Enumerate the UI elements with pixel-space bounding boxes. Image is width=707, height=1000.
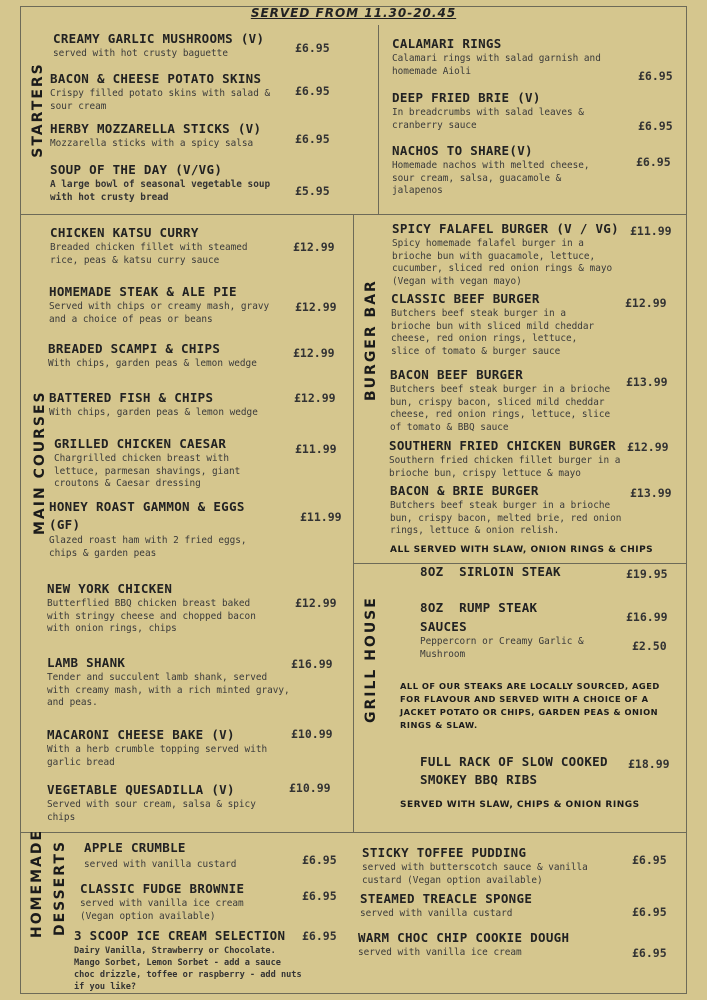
item-desc: Peppercorn or Creamy Garlic & Mushroom (420, 636, 584, 660)
item-desc: Chargrilled chicken breast with lettuce, parmesan shavings, giant croutons & Caesar dressing (54, 453, 241, 489)
section-burger-bar: BURGER BAR (363, 279, 379, 401)
item-name: BACON BEEF BURGER (390, 367, 524, 382)
ribs-sides-note: SERVED WITH SLAW, CHIPS & ONION RINGS (400, 800, 640, 810)
section-starters: STARTERS (30, 62, 46, 158)
menu-item (390, 367, 615, 434)
divider-desserts (20, 832, 687, 833)
item-desc: served with hot crusty baguette (53, 48, 228, 59)
item-price: £11.99 (630, 224, 672, 238)
item-name: SOUTHERN FRIED CHICKEN BURGER (389, 438, 616, 453)
item-desc: Served with chips or creamy mash, gravy and a choice of peas or beans (49, 301, 270, 325)
item-price: £6.95 (302, 929, 337, 943)
menu-item (362, 845, 597, 887)
item-desc: served with vanilla ice cream (Vegan option available) (80, 898, 244, 922)
item-price: £6.95 (295, 84, 330, 98)
item-name: CALAMARI RINGS (392, 36, 502, 51)
item-name: BATTERED FISH & CHIPS (49, 390, 214, 405)
item-desc: With chips, garden peas & lemon wedge (49, 407, 258, 418)
item-desc: Calamari rings with salad garnish and homemade Aioli (392, 53, 601, 77)
item-price: £5.95 (295, 184, 330, 198)
item-desc: Served with sour cream, salsa & spicy chips (47, 799, 256, 823)
item-desc: Spicy homemade falafel burger in a brioche bun with guacamole, lettuce, cucumber, sliced red onion rings & mayo (Vegan with vegan mayo) (392, 238, 613, 287)
menu-item (420, 753, 615, 789)
item-price: £12.99 (627, 440, 669, 454)
menu-item (392, 90, 612, 132)
menu-item (50, 121, 285, 151)
item-desc: With a herb crumble topping served with garlic bread (47, 744, 268, 768)
section-main-courses: MAIN COURSES (32, 390, 48, 535)
item-desc: With chips, garden peas & lemon wedge (48, 358, 257, 369)
item-desc: Breaded chicken fillet with steamed rice, peas & katsu curry sauce (50, 242, 248, 266)
item-price: £6.95 (302, 853, 337, 867)
menu-item (84, 840, 294, 872)
item-desc: Homemade nachos with melted cheese, sour cream, salsa, guacamole & jalapenos (392, 160, 590, 196)
item-price: £12.99 (293, 240, 335, 254)
item-name: MACARONI CHEESE BAKE (V) (47, 727, 235, 742)
item-price: £13.99 (626, 375, 668, 389)
divider-vertical-top (378, 25, 379, 214)
menu-item (389, 438, 621, 480)
item-name: 8OZ RUMP STEAK (420, 600, 538, 615)
item-desc: served with vanilla ice cream (358, 947, 522, 958)
menu-item (54, 436, 269, 491)
item-name: HONEY ROAST GAMMON & EGGS (49, 499, 245, 514)
item-price: £19.95 (626, 567, 668, 581)
menu-item (80, 881, 270, 923)
item-desc: In breadcrumbs with salad leaves & cranberry sauce (392, 107, 584, 131)
menu-item (49, 390, 284, 420)
item-name: 8OZ SIRLOIN STEAK (420, 564, 561, 579)
menu-item (49, 499, 279, 560)
item-name: GRILLED CHICKEN CAESAR (54, 436, 227, 451)
menu-item (390, 483, 626, 538)
menu-item (47, 727, 282, 769)
item-price: £10.99 (289, 781, 331, 795)
item-price: £12.99 (294, 391, 336, 405)
item-name: BREADED SCAMPI & CHIPS (48, 341, 221, 356)
item-name: CHICKEN KATSU CURRY (50, 225, 199, 240)
menu-item (48, 341, 283, 371)
item-name: WARM CHOC CHIP COOKIE DOUGH (358, 930, 570, 945)
menu-item (360, 891, 590, 921)
item-price: £6.95 (295, 132, 330, 146)
menu-item (50, 162, 280, 204)
item-price: £6.95 (638, 69, 673, 83)
item-desc: served with vanilla custard (360, 908, 513, 919)
item-desc: Butchers beef steak burger in a brioche bun, crispy bacon, melted brie, red onion rings, lettuce & onion relish. (390, 500, 622, 536)
item-desc: Tender and succulent lamb shank, served with creamy mash, with a rich minted gravy, and peas. (47, 672, 290, 708)
item-price: £18.99 (628, 757, 670, 771)
item-name: 3 SCOOP ICE CREAM SELECTION (74, 928, 286, 943)
item-price: £12.99 (625, 296, 667, 310)
item-name: NEW YORK CHICKEN (47, 581, 173, 596)
item-name: BACON & CHEESE POTATO SKINS (50, 71, 262, 86)
item-name: CLASSIC FUDGE BROWNIE (80, 881, 245, 896)
item-name-suffix: (GF) (49, 517, 81, 532)
item-price: £6.95 (632, 905, 667, 919)
item-desc: Glazed roast ham with 2 fried eggs, chips & garden peas (49, 535, 247, 559)
item-desc: Southern fried chicken fillet burger in a brioche bun, crispy lettuce & mayo (389, 455, 621, 479)
menu-item (392, 221, 624, 288)
menu-item (420, 619, 605, 661)
menu-item (74, 928, 304, 993)
item-name: APPLE CRUMBLE (84, 840, 186, 855)
item-name: LAMB SHANK (47, 655, 126, 670)
item-price: £12.99 (293, 346, 335, 360)
item-name: FULL RACK OF SLOW COOKED SMOKEY BBQ RIBS (420, 754, 608, 787)
item-desc: Butterflied BBQ chicken breast baked with stringy cheese and chopped bacon with onion rings, chips (47, 598, 256, 634)
item-desc: served with butterscotch sauce & vanilla custard (Vegan option available) (362, 862, 588, 886)
menu-item (53, 31, 288, 61)
item-price: £11.99 (295, 442, 337, 456)
item-name: NACHOS TO SHARE(V) (392, 143, 533, 158)
item-price: £12.99 (295, 300, 337, 314)
menu-item (49, 284, 277, 326)
item-name: DEEP FRIED BRIE (V) (392, 90, 541, 105)
item-desc: served with vanilla custard (84, 859, 237, 870)
section-desserts-homemade: HOMEMADE (29, 828, 45, 938)
item-desc: Mozzarella sticks with a spicy salsa (50, 138, 254, 149)
item-desc: Butchers beef steak burger in a brioche bun, crispy bacon, sliced mild cheddar cheese, red onion rings, lettuce, slice of tomato & BBQ sauce (390, 384, 611, 433)
item-name: BACON & BRIE BURGER (390, 483, 539, 498)
menu-item (392, 143, 607, 198)
menu-item (50, 71, 280, 113)
item-price: £12.99 (295, 596, 337, 610)
menu-item (47, 655, 295, 710)
menu-item (420, 600, 620, 615)
item-name: HERBY MOZZARELLA STICKS (V) (50, 121, 262, 136)
item-price: £16.99 (626, 610, 668, 624)
item-price: £6.95 (295, 41, 330, 55)
item-name: CREAMY GARLIC MUSHROOMS (V) (53, 31, 265, 46)
menu-item (391, 291, 601, 358)
divider-vertical-mid (353, 214, 354, 832)
item-price: £6.95 (302, 889, 337, 903)
menu-item (47, 782, 272, 824)
item-price: £10.99 (291, 727, 333, 741)
item-desc: A large bowl of seasonal vegetable soup with hot crusty bread (50, 179, 271, 203)
menu-item (420, 564, 620, 579)
item-name: STEAMED TREACLE SPONGE (360, 891, 533, 906)
item-name: STICKY TOFFEE PUDDING (362, 845, 527, 860)
section-grill-house: GRILL HOUSE (363, 596, 379, 723)
service-hours-banner: SERVED FROM 11.30-20.45 (250, 6, 457, 20)
item-price: £6.95 (636, 155, 671, 169)
item-price: £16.99 (291, 657, 333, 671)
menu-item (392, 36, 612, 78)
section-desserts-label: DESSERTS (52, 839, 68, 937)
item-name: SPICY FALAFEL BURGER (V / VG) (392, 221, 619, 236)
menu-item (50, 225, 265, 267)
menu-item (47, 581, 267, 636)
item-desc: Butchers beef steak burger in a brioche bun with sliced mild cheddar cheese, red onion rings, lettuce, slice of tomato & burger sauce (391, 308, 595, 357)
item-price: £6.95 (632, 946, 667, 960)
item-price: £11.99 (300, 510, 342, 524)
item-price: £13.99 (630, 486, 672, 500)
item-desc: Dairy Vanilla, Strawberry or Chocolate. Mango Sorbet, Lemon Sorbet - add a sauce choc drizzle, toffee or raspberry - add nuts if you like? (74, 946, 302, 992)
item-desc: Crispy filled potato skins with salad & sour cream (50, 88, 271, 112)
item-price: £2.50 (632, 639, 667, 653)
item-name: SAUCES (420, 619, 467, 634)
steak-info-note: ALL OF OUR STEAKS ARE LOCALLY SOURCED, AGED FOR FLAVOUR AND SERVED WITH A CHOICE OF A JACKET POTATO OR CHIPS, GARDEN PEAS & ONION RINGS & SLAW. (400, 681, 660, 730)
item-name: SOUP OF THE DAY (V/VG) (50, 162, 223, 177)
menu-item (358, 930, 598, 960)
item-name: CLASSIC BEEF BURGER (391, 291, 540, 306)
burger-sides-note: ALL SERVED WITH SLAW, ONION RINGS & CHIPS (390, 545, 654, 555)
item-name: HOMEMADE STEAK & ALE PIE (49, 284, 237, 299)
item-price: £6.95 (632, 853, 667, 867)
item-name: VEGETABLE QUESADILLA (V) (47, 782, 235, 797)
item-price: £6.95 (638, 119, 673, 133)
